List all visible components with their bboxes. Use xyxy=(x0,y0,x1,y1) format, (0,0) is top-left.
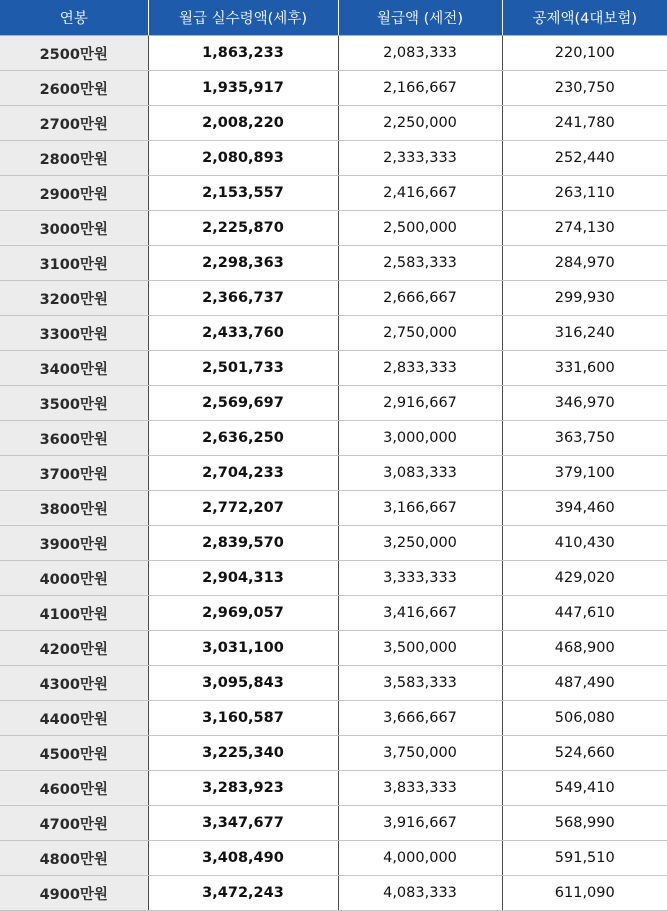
table-row xyxy=(0,316,667,351)
cell-deduction: 394,460 xyxy=(502,491,667,526)
cell-deduction: 506,080 xyxy=(502,701,667,736)
cell-net-monthly-pay: 3,031,100 xyxy=(148,631,338,666)
cell-deduction: 379,100 xyxy=(502,456,667,491)
cell-deduction: 591,510 xyxy=(502,841,667,876)
cell-gross-monthly-pay: 2,083,333 xyxy=(338,36,502,71)
cell-annual-salary: 4300만원 xyxy=(0,666,148,701)
table-row xyxy=(0,106,667,141)
cell-net-monthly-pay: 3,095,843 xyxy=(148,666,338,701)
cell-annual-salary: 3500만원 xyxy=(0,386,148,421)
cell-deduction: 524,660 xyxy=(502,736,667,771)
table-row xyxy=(0,386,667,421)
cell-deduction: 241,780 xyxy=(502,106,667,141)
cell-gross-monthly-pay: 3,250,000 xyxy=(338,526,502,561)
cell-gross-monthly-pay: 4,083,333 xyxy=(338,876,502,911)
table-row xyxy=(0,596,667,631)
table-row xyxy=(0,36,667,71)
cell-annual-salary: 4800만원 xyxy=(0,841,148,876)
cell-deduction: 274,130 xyxy=(502,211,667,246)
cell-net-monthly-pay: 2,501,733 xyxy=(148,351,338,386)
cell-deduction: 429,020 xyxy=(502,561,667,596)
cell-annual-salary: 4600만원 xyxy=(0,771,148,806)
cell-gross-monthly-pay: 3,833,333 xyxy=(338,771,502,806)
cell-gross-monthly-pay: 3,666,667 xyxy=(338,701,502,736)
table-row xyxy=(0,701,667,736)
cell-annual-salary: 3900만원 xyxy=(0,526,148,561)
cell-gross-monthly-pay: 2,166,667 xyxy=(338,71,502,106)
cell-deduction: 263,110 xyxy=(502,176,667,211)
cell-annual-salary: 3300만원 xyxy=(0,316,148,351)
table-row xyxy=(0,736,667,771)
cell-gross-monthly-pay: 3,000,000 xyxy=(338,421,502,456)
cell-annual-salary: 4400만원 xyxy=(0,701,148,736)
cell-net-monthly-pay: 3,225,340 xyxy=(148,736,338,771)
cell-deduction: 299,930 xyxy=(502,281,667,316)
cell-gross-monthly-pay: 2,750,000 xyxy=(338,316,502,351)
cell-net-monthly-pay: 3,283,923 xyxy=(148,771,338,806)
cell-net-monthly-pay: 2,080,893 xyxy=(148,141,338,176)
cell-net-monthly-pay: 2,772,207 xyxy=(148,491,338,526)
cell-net-monthly-pay: 2,225,870 xyxy=(148,211,338,246)
header-gross-monthly-pay: 월급액 (세전) xyxy=(338,0,502,36)
cell-net-monthly-pay: 2,704,233 xyxy=(148,456,338,491)
table-row xyxy=(0,491,667,526)
cell-deduction: 410,430 xyxy=(502,526,667,561)
cell-net-monthly-pay: 2,298,363 xyxy=(148,246,338,281)
cell-deduction: 331,600 xyxy=(502,351,667,386)
cell-net-monthly-pay: 1,863,233 xyxy=(148,36,338,71)
cell-deduction: 316,240 xyxy=(502,316,667,351)
table-body xyxy=(0,36,667,911)
table-row xyxy=(0,771,667,806)
cell-deduction: 468,900 xyxy=(502,631,667,666)
cell-annual-salary: 3600만원 xyxy=(0,421,148,456)
table-header xyxy=(0,0,667,36)
table-row xyxy=(0,841,667,876)
cell-net-monthly-pay: 2,008,220 xyxy=(148,106,338,141)
cell-annual-salary: 4900만원 xyxy=(0,876,148,911)
table-row xyxy=(0,631,667,666)
header-net-monthly-pay: 월급 실수령액(세후) xyxy=(148,0,338,36)
cell-gross-monthly-pay: 2,416,667 xyxy=(338,176,502,211)
cell-net-monthly-pay: 2,969,057 xyxy=(148,596,338,631)
cell-gross-monthly-pay: 2,583,333 xyxy=(338,246,502,281)
cell-deduction: 346,970 xyxy=(502,386,667,421)
cell-gross-monthly-pay: 3,166,667 xyxy=(338,491,502,526)
cell-deduction: 487,490 xyxy=(502,666,667,701)
cell-annual-salary: 3200만원 xyxy=(0,281,148,316)
cell-annual-salary: 4500만원 xyxy=(0,736,148,771)
cell-deduction: 284,970 xyxy=(502,246,667,281)
cell-gross-monthly-pay: 2,500,000 xyxy=(338,211,502,246)
cell-annual-salary: 2800만원 xyxy=(0,141,148,176)
cell-gross-monthly-pay: 2,833,333 xyxy=(338,351,502,386)
table-row xyxy=(0,421,667,456)
cell-annual-salary: 3000만원 xyxy=(0,211,148,246)
cell-net-monthly-pay: 3,160,587 xyxy=(148,701,338,736)
table-row xyxy=(0,281,667,316)
cell-net-monthly-pay: 2,433,760 xyxy=(148,316,338,351)
cell-annual-salary: 4000만원 xyxy=(0,561,148,596)
table-row xyxy=(0,211,667,246)
cell-annual-salary: 3800만원 xyxy=(0,491,148,526)
cell-annual-salary: 2500만원 xyxy=(0,36,148,71)
cell-net-monthly-pay: 2,636,250 xyxy=(148,421,338,456)
cell-net-monthly-pay: 2,569,697 xyxy=(148,386,338,421)
cell-deduction: 220,100 xyxy=(502,36,667,71)
cell-deduction: 568,990 xyxy=(502,806,667,841)
cell-annual-salary: 4700만원 xyxy=(0,806,148,841)
cell-annual-salary: 2700만원 xyxy=(0,106,148,141)
cell-annual-salary: 3700만원 xyxy=(0,456,148,491)
cell-net-monthly-pay: 2,366,737 xyxy=(148,281,338,316)
cell-net-monthly-pay: 2,839,570 xyxy=(148,526,338,561)
cell-gross-monthly-pay: 2,333,333 xyxy=(338,141,502,176)
header-row xyxy=(0,0,667,36)
table-row xyxy=(0,351,667,386)
table-row xyxy=(0,876,667,911)
cell-annual-salary: 3100만원 xyxy=(0,246,148,281)
cell-gross-monthly-pay: 3,333,333 xyxy=(338,561,502,596)
table-row xyxy=(0,456,667,491)
header-annual-salary: 연봉 xyxy=(0,0,148,36)
table-row xyxy=(0,246,667,281)
cell-net-monthly-pay: 3,408,490 xyxy=(148,841,338,876)
table-row xyxy=(0,176,667,211)
cell-deduction: 549,410 xyxy=(502,771,667,806)
table-row xyxy=(0,806,667,841)
cell-annual-salary: 2900만원 xyxy=(0,176,148,211)
cell-annual-salary: 4100만원 xyxy=(0,596,148,631)
cell-deduction: 447,610 xyxy=(502,596,667,631)
cell-annual-salary: 3400만원 xyxy=(0,351,148,386)
cell-deduction: 611,090 xyxy=(502,876,667,911)
cell-deduction: 230,750 xyxy=(502,71,667,106)
header-deduction: 공제액(4대보험) xyxy=(502,0,667,36)
table-row xyxy=(0,71,667,106)
cell-net-monthly-pay: 2,904,313 xyxy=(148,561,338,596)
cell-net-monthly-pay: 1,935,917 xyxy=(148,71,338,106)
cell-net-monthly-pay: 2,153,557 xyxy=(148,176,338,211)
cell-gross-monthly-pay: 2,916,667 xyxy=(338,386,502,421)
cell-gross-monthly-pay: 3,583,333 xyxy=(338,666,502,701)
cell-annual-salary: 4200만원 xyxy=(0,631,148,666)
table-row xyxy=(0,526,667,561)
table-row xyxy=(0,561,667,596)
cell-gross-monthly-pay: 3,916,667 xyxy=(338,806,502,841)
cell-net-monthly-pay: 3,472,243 xyxy=(148,876,338,911)
cell-annual-salary: 2600만원 xyxy=(0,71,148,106)
table-row xyxy=(0,141,667,176)
cell-gross-monthly-pay: 2,250,000 xyxy=(338,106,502,141)
cell-deduction: 363,750 xyxy=(502,421,667,456)
cell-gross-monthly-pay: 2,666,667 xyxy=(338,281,502,316)
cell-gross-monthly-pay: 3,416,667 xyxy=(338,596,502,631)
table-row xyxy=(0,666,667,701)
cell-gross-monthly-pay: 3,083,333 xyxy=(338,456,502,491)
cell-gross-monthly-pay: 3,750,000 xyxy=(338,736,502,771)
cell-gross-monthly-pay: 3,500,000 xyxy=(338,631,502,666)
cell-gross-monthly-pay: 4,000,000 xyxy=(338,841,502,876)
cell-net-monthly-pay: 3,347,677 xyxy=(148,806,338,841)
cell-deduction: 252,440 xyxy=(502,141,667,176)
